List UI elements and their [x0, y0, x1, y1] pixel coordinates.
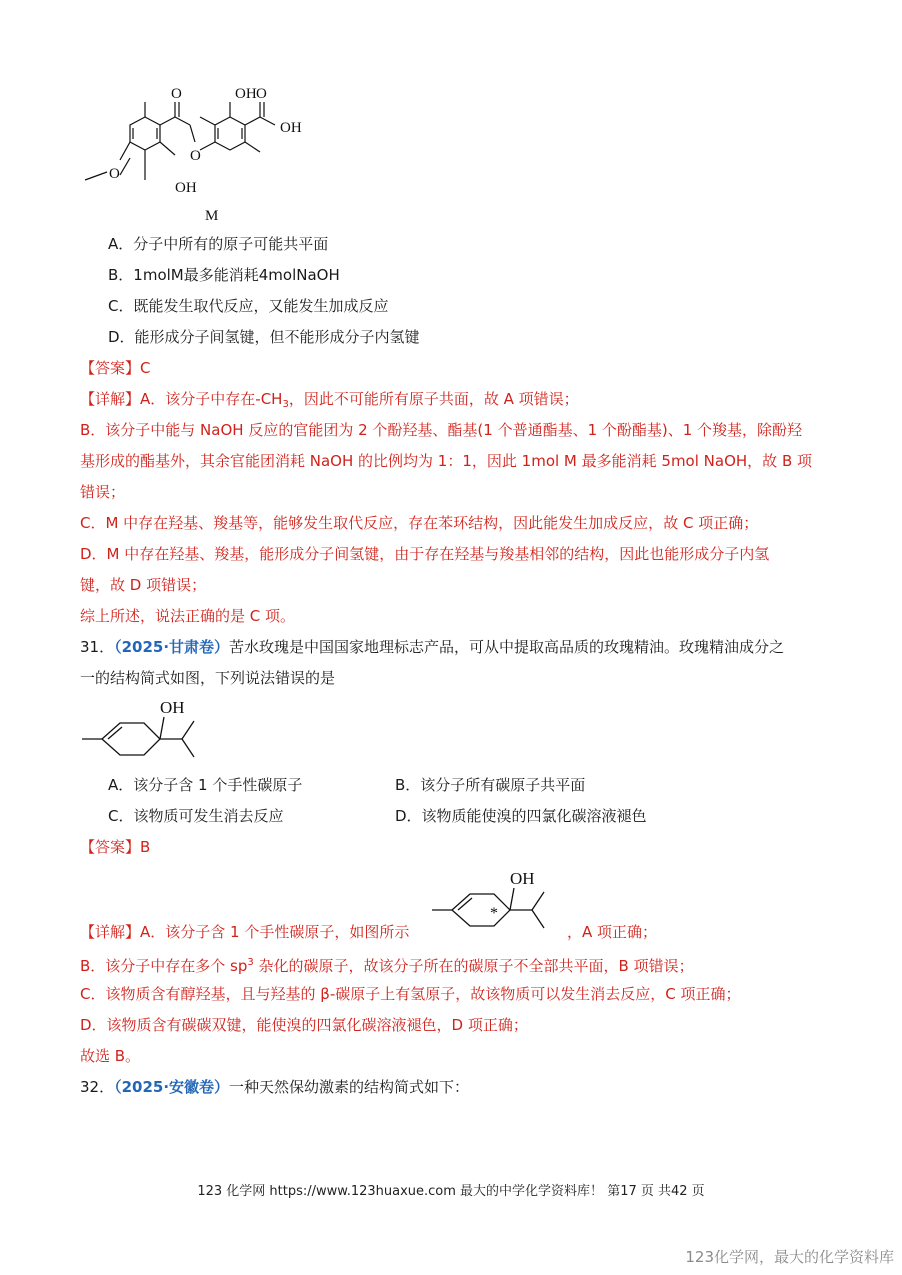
q31-detail-a-pre: A．该分子含 1 个手性碳原子，如图所示 [140, 923, 410, 941]
q30-option-a: A．分子中所有的原子可能共平面 [108, 235, 329, 253]
q31-stem1: 苦水玫瑰是中国国家地理标志产品，可从中提取高品质的玫瑰精油。玫瑰精油成分之 [229, 638, 785, 656]
q31-detail-a-post: ，A 项正确； [567, 923, 658, 941]
q30-detail-a-pre: A．该分子中存在-CH [140, 390, 283, 408]
q32-stem [80, 1077, 469, 1097]
q30-detail-d2: 键，故 D 项错误； [80, 576, 207, 594]
q30-detail-a-sub: 3 [282, 399, 289, 410]
q30-detail-label: 【详解】 [80, 390, 141, 408]
structure-m-oh-bottom: OH [175, 180, 197, 196]
structure-m-ester-carbonyl-o: O [171, 86, 182, 102]
structure-m-oh-top: OH [235, 86, 257, 102]
q32-source: （2025·安徽卷） [114, 1078, 230, 1096]
q30-detail-d1: D．M 中存在羟基、羧基，能形成分子间氢键，由于存在羟基与羧基相邻的结构，因此也能形成分子内氢 [80, 545, 770, 563]
page-footer: 123 化学网 https://www.123huaxue.com 最大的中学化学资料库！ 第17 页 共42 页 [197, 1184, 705, 1199]
q31-detail-d: D．该物质含有碳碳双键，能使溴的四氯化碳溶液褪色，D 项正确； [80, 1016, 528, 1034]
q30-detail-c: C．M 中存在羟基、羧基等，能够发生取代反应，存在苯环结构，因此能发生加成反应，故 C 项正确； [80, 514, 759, 532]
q31-detail-b-sup: 3 [247, 957, 254, 968]
structure-m-methoxy-o: O [109, 166, 120, 182]
q31-stem-line2: 一的结构简式如图，下列说法错误的是 [80, 669, 336, 687]
q31-number: 31． [80, 638, 115, 656]
q31-molecule-diagram [82, 695, 242, 765]
q31-answer [80, 837, 150, 857]
q31-answer-label: 【答案】 [80, 838, 141, 856]
q30-detail-a-post: ，因此不可能所有原子共面，故 A 项错误； [288, 390, 579, 408]
q30-detail-b1: B．该分子中能与 NaOH 反应的官能团为 2 个酚羟基、酯基(1 个普通酯基、1 个酚酯基)、1 个羧基，除酚羟 [80, 421, 803, 439]
q30-answer-label: 【答案】 [80, 359, 141, 377]
q32-number: 32． [80, 1078, 115, 1096]
structure-m-carbonyl-o: O [256, 86, 267, 102]
q31-chiral-molecule-diagram [432, 866, 572, 936]
q30-answer-value: C [140, 359, 151, 377]
q31-detail-b-pre: B．该分子中存在多个 sp [80, 957, 248, 975]
q30-detail-a [80, 389, 579, 415]
structure-m-label: M [205, 208, 219, 224]
structure-m-cooh-oh: OH [280, 120, 302, 136]
q30-option-b: B．1molM最多能消耗4molNaOH [108, 266, 340, 284]
q31-detail-c: C．该物质含有醇羟基，且与羟基的 β-碳原子上有氢原子，故该物质可以发生消去反应，C 项正确； [80, 985, 741, 1003]
q30-detail-b3: 错误； [80, 483, 126, 501]
q31-chiral-oh: OH [510, 869, 535, 888]
q31-detail-b-post: 杂化的碳原子，故该分子所在的碳原子不全部共平面，B 项错误； [253, 957, 694, 975]
structure-m-ester-o: O [190, 148, 201, 164]
q32-stem-text: 一种天然保幼激素的结构简式如下： [229, 1078, 470, 1096]
q31-molecule-oh: OH [160, 698, 185, 717]
q31-option-d: D．该物质能使溴的四氯化碳溶液褪色 [395, 807, 647, 825]
q31-option-c: C．该物质可发生消去反应 [108, 807, 284, 825]
watermark: 123化学网，最大的化学资料库 [685, 1248, 894, 1266]
q31-answer-value: B [140, 838, 151, 856]
q30-detail-b2: 基形成的酯基外，其余官能团消耗 NaOH 的比例均为 1：1，因此 1mol M 最多能消耗 5mol NaOH，故 B 项 [80, 452, 813, 470]
q31-chiral-star: * [490, 905, 498, 922]
q30-answer [80, 358, 151, 378]
q31-option-b: B．该分子所有碳原子共平面 [395, 776, 586, 794]
q31-detail-b [80, 953, 694, 976]
q31-detail-label: 【详解】 [80, 923, 141, 941]
structure-m-diagram [75, 80, 335, 240]
q31-detail-a [80, 922, 409, 942]
q31-source: （2025·甘肃卷） [114, 638, 230, 656]
q31-option-a: A．该分子含 1 个手性碳原子 [108, 776, 303, 794]
q31-conclusion: 故选 B。 [80, 1047, 141, 1065]
q30-option-d: D．能形成分子间氢键，但不能形成分子内氢键 [108, 328, 420, 346]
q30-summary: 综上所述，说法正确的是 C 项。 [80, 607, 296, 625]
q30-option-c: C．既能发生取代反应，又能发生加成反应 [108, 297, 389, 315]
q31-stem-line1 [80, 637, 784, 657]
